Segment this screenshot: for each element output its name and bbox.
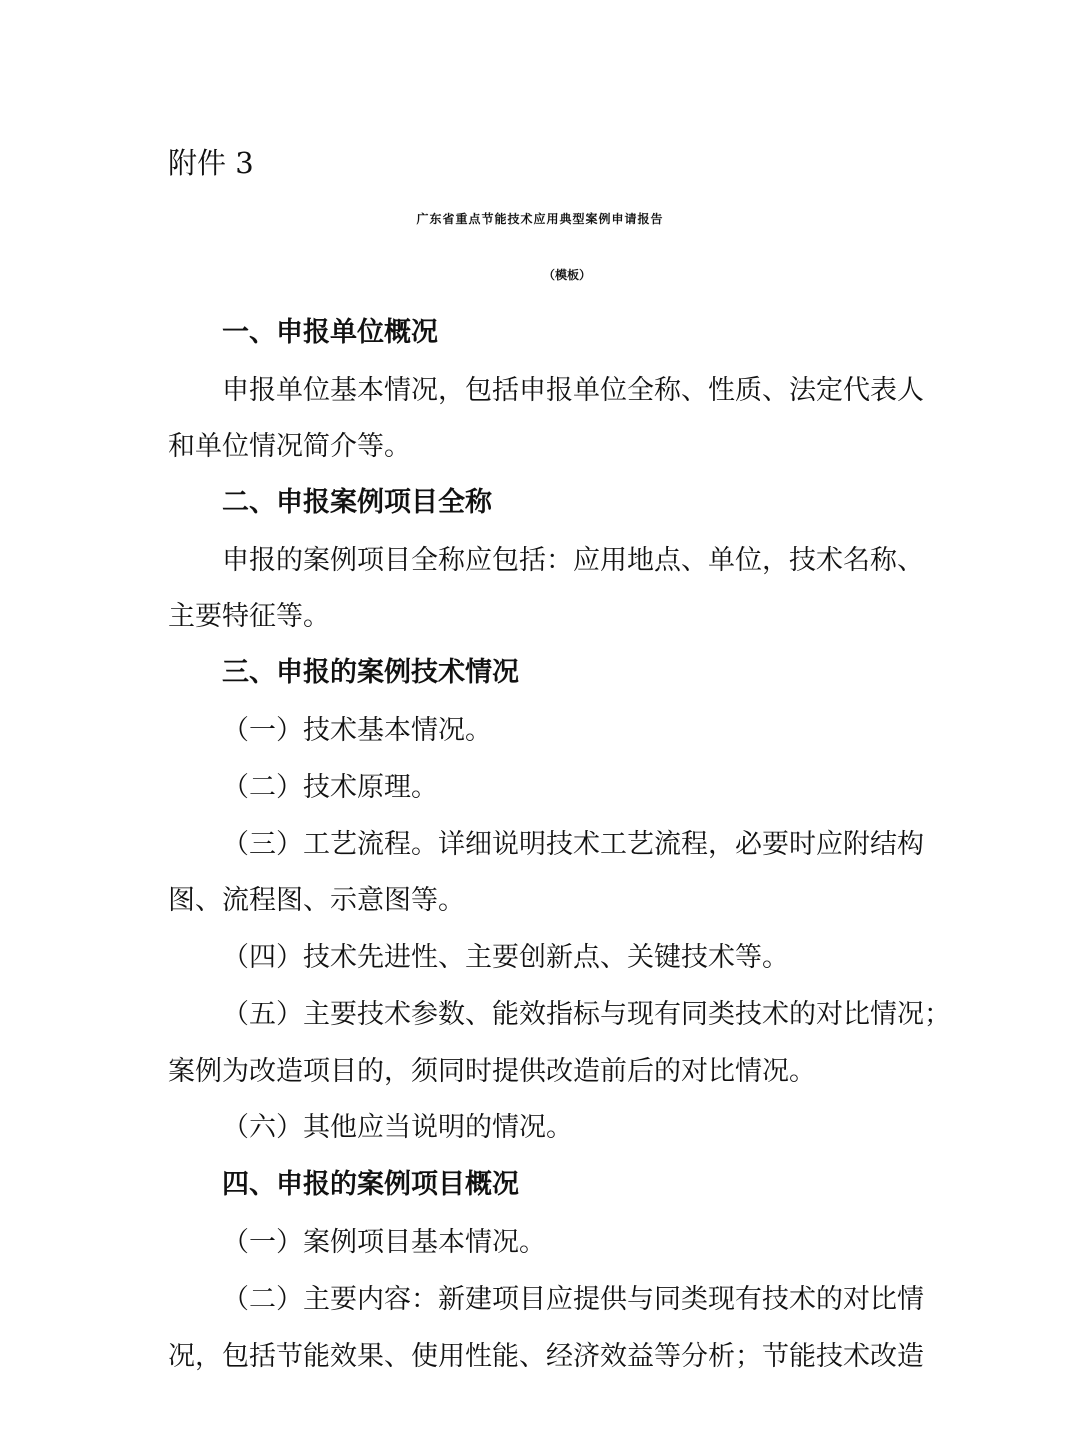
list-item: （六）其他应当说明的情况。 xyxy=(222,1112,573,1143)
attachment-label: 附件 3 xyxy=(168,146,254,180)
list-item: （二）主要内容：新建项目应提供与同类现有技术的对比情 xyxy=(222,1284,924,1315)
section-heading-2: 二、申报案例项目全称 xyxy=(222,487,492,518)
list-item: （三）工艺流程。详细说明技术工艺流程，必要时应附结构 xyxy=(222,829,924,860)
body-line: 案例为改造项目的，须同时提供改造前后的对比情况。 xyxy=(168,1056,816,1087)
list-item: （四）技术先进性、主要创新点、关键技术等。 xyxy=(222,942,789,973)
list-item: （五）主要技术参数、能效指标与现有同类技术的对比情况； xyxy=(222,999,951,1030)
body-line: 况，包括节能效果、使用性能、经济效益等分析；节能技术改造 xyxy=(168,1341,924,1372)
section-heading-4: 四、申报的案例项目概况 xyxy=(222,1169,519,1200)
body-line: 和单位情况简介等。 xyxy=(168,431,411,462)
list-item: （一）案例项目基本情况。 xyxy=(222,1227,546,1258)
document-title: 广东省重点节能技术应用典型案例申请报告 xyxy=(416,212,664,226)
document-subtitle: （模板） xyxy=(542,268,591,282)
body-line: 主要特征等。 xyxy=(168,601,330,632)
list-item: （一）技术基本情况。 xyxy=(222,715,492,746)
body-line: 申报的案例项目全称应包括：应用地点、单位，技术名称、 xyxy=(222,545,924,576)
section-heading-3: 三、申报的案例技术情况 xyxy=(222,657,519,688)
list-item: （二）技术原理。 xyxy=(222,772,438,803)
section-heading-1: 一、申报单位概况 xyxy=(222,317,438,348)
body-line: 图、流程图、示意图等。 xyxy=(168,885,465,916)
body-line: 申报单位基本情况，包括申报单位全称、性质、法定代表人 xyxy=(222,375,924,406)
